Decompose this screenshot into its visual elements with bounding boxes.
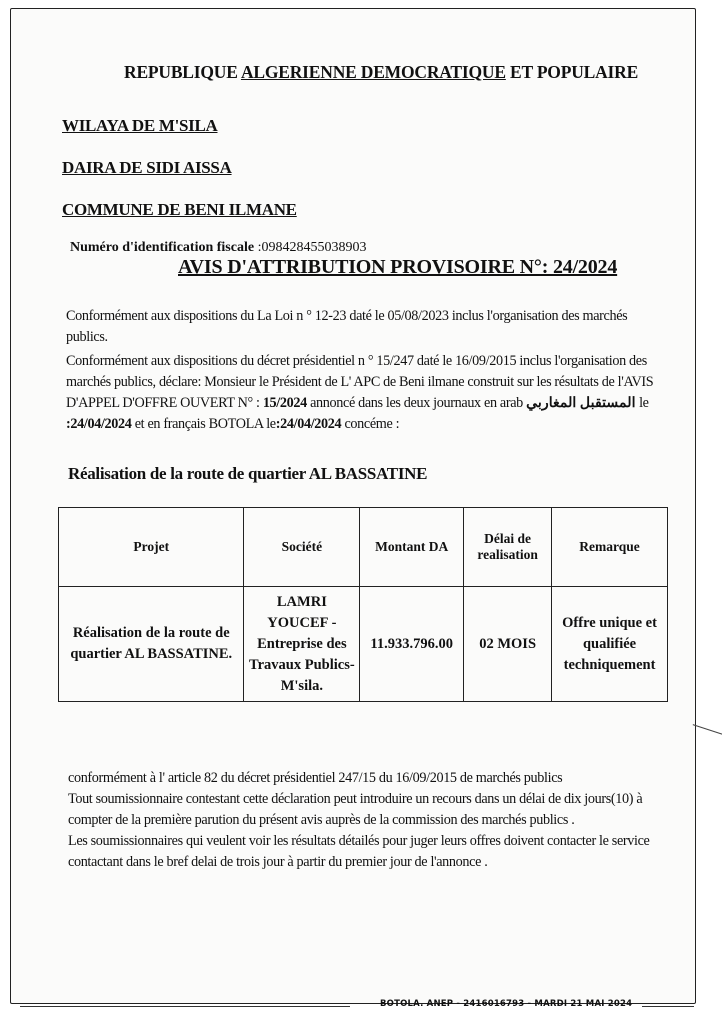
- footer-rule-left: [20, 1006, 350, 1007]
- fiscal-id-value: :098428455038903: [254, 240, 367, 255]
- paragraph-recours-line2: Tout soumissionnaire contestant cette déclaration peut introduire un recours dans un délai de dix jours(10) à compter de la première parution du présent avis auprès de la commission des marchés publics .: [68, 791, 643, 828]
- paragraph-loi: Conformément aux dispositions du La Loi n ° 12-23 daté le 05/08/2023 inclus l'organisation des marchés publics.: [66, 308, 628, 345]
- table-row: [59, 587, 668, 702]
- paragraph-recours: [68, 768, 678, 873]
- republic-part2: ALGERIENNE DEMOCRATIQUE: [240, 62, 506, 82]
- header-delai: Délai de realisation: [464, 508, 552, 587]
- footer-rule-right: [642, 1006, 694, 1007]
- wilaya-heading: WILAYA DE M'SILA: [62, 116, 218, 135]
- commune-heading: COMMUNE DE BENI ILMANE: [62, 200, 297, 219]
- footer-publication: BOTOLA. ANEP - 2416016793 - MARDI 21 MAI 2024: [380, 999, 633, 1009]
- attribution-table: [58, 507, 668, 702]
- cell-montant: 11.933.796.00: [360, 587, 464, 702]
- fiscal-id-label: Numéro d'identification fiscale: [70, 240, 255, 255]
- date-french-paper: :24/04/2024: [275, 416, 342, 432]
- date-arabic-paper: :24/04/2024: [66, 416, 132, 432]
- daira-heading: DAIRA DE SIDI AISSA: [62, 158, 232, 177]
- header-montant: Montant DA: [360, 508, 464, 587]
- paragraph-decret-text-a: Conformément aux dispositions du décret présidentiel n ° 15/247 daté le 16/09/2015 inclus l'organisation des marchés publics, déclare: Monsieur le Président de L' APC de Beni ilmane construit sur les résultats de l'AVIS D'APPEL D'OFFRE OUVERT N° :: [66, 353, 654, 411]
- avis-title: AVIS D'ATTRIBUTION PROVISOIRE N°: 24/2024: [178, 256, 618, 278]
- cell-societe: LAMRI YOUCEF - Entreprise des Travaux Publics-M'sila.: [244, 587, 360, 702]
- object-title: Réalisation de la route de quartier AL BASSATINE: [68, 464, 428, 483]
- paragraph-decret: [66, 351, 676, 435]
- header-remarque: Remarque: [552, 508, 668, 587]
- cell-projet: Réalisation de la route de quartier AL BASSATINE.: [59, 587, 244, 702]
- republic-part3: ET POPULAIRE: [505, 62, 639, 82]
- paragraph-decret-text-d: et en français BOTOLA le: [131, 416, 276, 432]
- cell-delai: 02 MOIS: [464, 587, 552, 702]
- paragraph-recours-line3: Les soumissionnaires qui veulent voir les résultats détailés pour juger leurs offres doivent contacter le service contactant dans le bref delai de trois jour à partir du premier jour de l'annonce .: [68, 833, 650, 870]
- arabic-newspaper: المستقبل المغاربي: [526, 395, 636, 411]
- header-projet: Projet: [59, 508, 244, 587]
- header-societe: Société: [244, 508, 360, 587]
- republic-part1: REPUBLIQUE: [124, 62, 241, 82]
- appel-number: 15/2024: [262, 395, 307, 411]
- paragraph-recours-line1: conformément à l' article 82 du décret présidentiel 247/15 du 16/09/2015 de marchés publics: [68, 770, 563, 786]
- republic-heading: [124, 62, 638, 83]
- paragraph-decret-text-e: concéme :: [341, 416, 400, 432]
- paragraph-decret-text-c: le: [635, 395, 649, 411]
- fiscal-id-line: [70, 240, 366, 256]
- cell-remarque: Offre unique et qualifiée techniquement: [552, 587, 668, 702]
- paragraph-decret-text-b: annoncé dans les deux journaux en arab: [306, 395, 527, 411]
- table-header-row: [59, 508, 668, 587]
